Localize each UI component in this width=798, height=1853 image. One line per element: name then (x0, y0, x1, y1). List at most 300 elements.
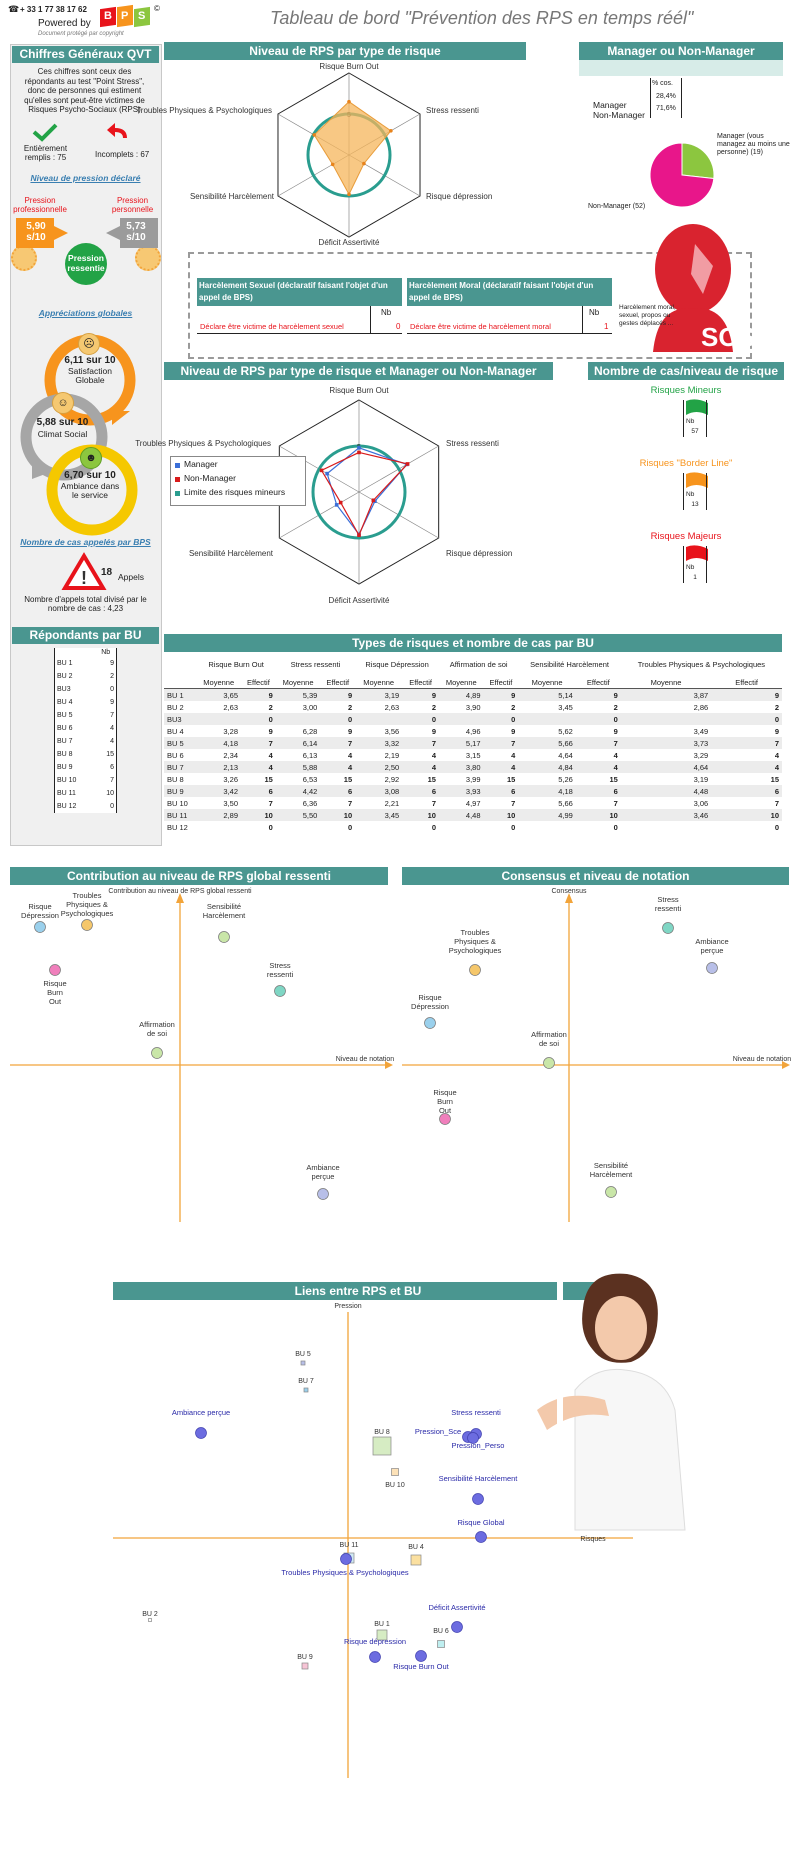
bu-label: BU 9 (297, 1654, 313, 1661)
brand-phone: + 33 1 77 38 17 62 (20, 5, 87, 14)
brand-powered: Powered by (38, 18, 91, 29)
calls-ratio: Nombre d'appels total divisé par le nombre de cas : 4,23 (24, 595, 147, 613)
bu-row-value: 4 (110, 738, 114, 745)
types-cell: 6,13 (302, 750, 318, 760)
radar-axis-label: Risque dépression (426, 192, 493, 201)
gear-left-icon (11, 245, 37, 271)
types-cell (439, 713, 484, 725)
y-axis-label: Pression (334, 1303, 362, 1310)
bu-marker (302, 1663, 308, 1669)
harass-moral-val: 1 (604, 322, 609, 331)
bu-marker (301, 1361, 305, 1365)
scatter-point (82, 920, 93, 931)
bu-row-value: 7 (110, 777, 114, 784)
types-cell: 4 (576, 761, 621, 773)
bu-marker (411, 1555, 421, 1565)
types-sub-header: Effectif (586, 677, 610, 687)
types-cell: 10 (402, 809, 439, 821)
bu-row-label: BU 8 (57, 751, 73, 758)
types-group-header: Risque Dépression (365, 660, 429, 669)
types-cell: 4,18 (196, 737, 241, 749)
types-cell: 4 (613, 750, 618, 760)
radar1-point (389, 129, 393, 133)
types-cell: 0 (711, 713, 782, 725)
scatter-label: Risque Dépression (21, 902, 59, 920)
bu-marker (149, 1619, 152, 1622)
types-cell: 15 (770, 774, 779, 784)
types-cell: 4 (347, 750, 353, 760)
types-row-label: BU3 (164, 713, 196, 725)
harass-sexual-title: Harcèlement Sexuel (déclaratif faisant l'objet d'un appel de BPS) (199, 281, 388, 302)
bu-row-value: 0 (110, 686, 114, 693)
types-group-header: Stress ressenti (290, 660, 341, 669)
harass-sexual-base (197, 333, 402, 334)
types-cell: 4,42 (276, 785, 321, 797)
harass-moral-divider (582, 306, 583, 333)
radar1-point (362, 162, 366, 166)
bu-row (55, 683, 117, 696)
rps-label: Risque dépression (343, 1637, 407, 1646)
y-axis-label: Contribution au niveau de RPS global ressenti (108, 888, 252, 895)
radar1-point (347, 193, 351, 197)
scatter-point (35, 922, 46, 933)
types-sub-header: Moyenne (282, 677, 314, 687)
types-sub-header: Effectif (326, 677, 350, 687)
bu-row (55, 761, 117, 774)
types-cell: 3,45 (355, 809, 402, 821)
bps-letter-s: S (138, 10, 146, 22)
scatter-point (470, 965, 481, 976)
types-cell: 4,48 (621, 785, 711, 797)
types-cell: 3,45 (558, 702, 573, 712)
incomplete-count: Incomplets : 67 (95, 150, 150, 159)
sat-value: 6,11 sur 10 (64, 355, 116, 366)
bu-row-value: 9 (110, 660, 114, 667)
cases-value: 13 (691, 501, 699, 508)
radar2-title: Niveau de RPS par type de risque et Manager ou Non-Manager (164, 362, 553, 380)
types-cell: 7 (576, 737, 621, 749)
cases-list (588, 385, 784, 595)
types-title: Types de risques et nombre de cas par BU (164, 634, 782, 652)
x-axis-label: Risques (580, 1536, 606, 1543)
pro-pressure-value: 5,90 s/10 (26, 221, 46, 243)
types-sub-header: Moyenne (363, 677, 395, 687)
scatter-point (50, 965, 61, 976)
types-sub-header: Effectif (489, 677, 513, 687)
types-cell: 5,66 (558, 798, 573, 808)
types-cell: 15 (427, 774, 436, 784)
cases-nb: Nb (686, 564, 695, 571)
types-cell: 6 (320, 785, 355, 797)
manager-title-underline (579, 60, 783, 76)
rps-label: Risque Global (457, 1518, 505, 1527)
radar2-point (406, 462, 410, 466)
bu-row-value: 6 (110, 764, 114, 771)
types-cell: 6,53 (302, 774, 318, 784)
bu-label: BU 5 (295, 1351, 311, 1358)
types-sub-header: Moyenne (203, 677, 235, 687)
sos-image (633, 214, 756, 352)
rps-label: Pression_Perso (451, 1441, 505, 1450)
legend-limit: Limite des risques mineurs (184, 487, 286, 497)
radar-axis-label: Stress ressenti (446, 439, 499, 448)
bu-row-label: BU 7 (57, 738, 73, 745)
manager-table-rule (650, 78, 682, 118)
bu-label: BU 1 (374, 1621, 390, 1628)
bu-row-label: BU3 (57, 686, 71, 693)
cases-title: Nombre de cas/niveau de risque (588, 362, 784, 380)
woman-image (535, 1270, 695, 1530)
scatter-point (275, 986, 286, 997)
types-row (164, 797, 782, 809)
types-row-label: BU 11 (164, 809, 196, 821)
types-cell: 15 (264, 774, 273, 784)
harass-moral-title: Harcèlement Moral (déclaratif faisant l'objet d'un appel de BPS) (409, 281, 594, 302)
legend-manager: Manager (184, 459, 218, 469)
bu-row (55, 774, 117, 787)
types-cell: 4,48 (439, 809, 484, 821)
types-row (164, 761, 782, 773)
bu-title: Répondants par BU (12, 627, 159, 644)
gear-right-icon (135, 245, 161, 271)
appreciations-title[interactable]: Appréciations globales (38, 308, 133, 318)
types-cell: 3,32 (355, 737, 402, 749)
types-cell (196, 713, 241, 725)
types-cell: 0 (320, 713, 355, 725)
types-cell: 0 (613, 822, 618, 832)
types-cell: 2,21 (384, 798, 400, 808)
types-cell: 4 (511, 750, 516, 760)
types-cell: 3,19 (693, 774, 709, 784)
rps-label: Troubles Physiques & Psychologiques (281, 1568, 409, 1577)
bps-letter-b: B (104, 10, 112, 22)
types-row-label: BU 9 (164, 785, 196, 797)
liens-title: Liens entre RPS et BU (113, 1282, 603, 1300)
pie-nonmanager-label: Non-Manager (52) (588, 203, 646, 210)
types-row (164, 749, 782, 761)
types-cell: 0 (484, 713, 519, 725)
bu-row-label: BU 9 (57, 764, 73, 771)
types-row-label: BU 4 (167, 726, 184, 736)
types-cell: 10 (484, 809, 519, 821)
scatter-label: Troubles Physiques & Psychologiques (448, 928, 502, 955)
types-cell: 7 (268, 798, 273, 808)
legend-nonmanager-swatch (175, 477, 180, 482)
types-sub-header: Effectif (247, 677, 270, 687)
amb-label: Ambiance dans le service (60, 481, 120, 500)
types-cell (621, 821, 711, 833)
types-group-header: Risque Burn Out (208, 660, 264, 669)
cases-value: 1 (693, 574, 697, 581)
types-cell: 10 (576, 809, 621, 821)
radar2-point (339, 501, 343, 505)
scatter-label: Risque Burn Out (43, 979, 67, 1006)
types-cell: 4,64 (558, 750, 573, 760)
types-cell: 2 (347, 702, 353, 712)
types-cell: 9 (320, 689, 355, 702)
pro-pressure-label: Pression professionnelle (13, 196, 67, 214)
types-cell: 4 (241, 761, 276, 773)
scatter-label: Affirmation de soi (531, 1030, 567, 1048)
types-cell: 2 (511, 702, 516, 712)
calls-count: 18 (101, 567, 113, 578)
bu-label: BU 8 (374, 1429, 390, 1436)
types-cell: 3,19 (355, 689, 402, 702)
types-cell: 3,15 (465, 750, 481, 760)
rps-point (473, 1494, 484, 1505)
bu-label: BU 11 (339, 1542, 359, 1549)
types-cell: 0 (347, 822, 353, 832)
types-cell: 6 (484, 785, 519, 797)
scatter-point (440, 1114, 451, 1125)
types-group-header: Sensibilité Harcèlement (530, 660, 609, 669)
types-cell (355, 821, 402, 833)
types-cell: 3,73 (621, 737, 711, 749)
checkmark-icon (31, 123, 59, 141)
scatter-label: Affirmation de soi (139, 1020, 175, 1038)
radar-axis-label: Risque Burn Out (319, 62, 379, 71)
pressure-title[interactable]: Niveau de pression déclaré (30, 173, 141, 183)
bu-label: BU 2 (142, 1611, 158, 1618)
types-cell: 2 (431, 702, 436, 712)
legend-limit-swatch (175, 491, 180, 496)
types-cell: 4,96 (465, 726, 481, 736)
bu-table (54, 648, 117, 813)
types-cell: 6,36 (302, 798, 318, 808)
types-cell: 6,28 (302, 726, 318, 736)
y-axis-label: Consensus (551, 888, 587, 895)
bu-row-label: BU 5 (57, 712, 73, 719)
radar1-title: Niveau de RPS par type de risque (164, 42, 526, 60)
cases-value: 57 (691, 428, 699, 435)
types-cell: 2 (268, 702, 273, 712)
types-cell: 0 (402, 713, 439, 725)
types-cell: 2,63 (223, 702, 238, 712)
bu-row-value: 2 (110, 673, 114, 680)
types-cell (276, 821, 321, 833)
svg-text:!: ! (81, 568, 87, 588)
types-cell: 5,88 (276, 761, 321, 773)
scatter-label: Stress ressenti (654, 895, 682, 913)
bu-row (55, 787, 117, 800)
calls-title[interactable]: Nombre de cas appelés par BPS (20, 537, 151, 547)
types-cell: 9 (347, 726, 353, 736)
harass-sexual-row: Déclare être victime de harcèlement sexuel (200, 322, 344, 331)
types-cell: 3,06 (693, 798, 709, 808)
bu-row (55, 800, 117, 813)
climat-label: Climat Social (37, 429, 88, 439)
types-row (164, 821, 782, 833)
rps-point (341, 1554, 352, 1565)
back-arrow-icon (105, 122, 131, 142)
types-row-label: BU 10 (167, 798, 188, 808)
amb-value: 6,70 sur 10 (64, 470, 116, 481)
types-cell: 7 (613, 798, 618, 808)
types-cell: 4 (402, 761, 439, 773)
types-cell: 15 (506, 774, 516, 784)
manager-title: Manager ou Non-Manager (579, 42, 783, 60)
rps-label: Stress ressenti (451, 1408, 501, 1417)
types-cell: 7 (431, 798, 436, 808)
pie-manager-label: Manager (vous managez au moins une personne) (19) (717, 133, 790, 156)
scatter-point (707, 963, 718, 974)
bu-row-value: 4 (110, 725, 114, 732)
bu-row-label: BU 12 (57, 803, 77, 810)
types-cell: 9 (484, 689, 519, 702)
bu-row (55, 748, 117, 761)
radar2-point (357, 451, 361, 455)
scatter-point (606, 1187, 617, 1198)
types-cell: 15 (609, 774, 618, 784)
radar2-point (335, 503, 339, 507)
radar1-point (347, 100, 351, 104)
scatter-label: Ambiance perçue (695, 937, 729, 955)
types-row-label: BU 2 (167, 702, 184, 712)
types-cell: 10 (711, 809, 782, 821)
types-cell: 4,89 (439, 689, 484, 702)
complete-count: Entièrement remplis : 75 (23, 144, 68, 162)
types-row-label: BU 12 (167, 822, 188, 832)
types-cell: 0 (774, 822, 779, 832)
scatter-label: Sensibilité Harcèlement (589, 1161, 633, 1179)
rps-label: Ambiance perçue (171, 1408, 231, 1417)
radar-axis-label: Stress ressenti (426, 106, 479, 115)
rps-point (476, 1532, 487, 1543)
radar-axis-label: Déficit Assertivité (318, 238, 380, 247)
types-cell: 2,19 (384, 750, 400, 760)
bu-row-value: 15 (106, 751, 114, 758)
types-cell: 7 (402, 737, 439, 749)
scatter-label: Risque Dépression (411, 993, 449, 1011)
types-cell: 0 (431, 822, 436, 832)
types-cell: 7 (511, 798, 516, 808)
cases-label: Risques Mineurs (650, 385, 722, 396)
types-cell (439, 821, 484, 833)
types-sub-header: Moyenne (650, 677, 682, 687)
types-cell: 9 (511, 726, 516, 736)
brand-note: Document protégé par copyright (38, 31, 124, 37)
rps-point (370, 1652, 381, 1663)
types-sub-header: Moyenne (531, 677, 563, 687)
pie-slice (682, 143, 714, 179)
scatter-point (544, 1058, 555, 1069)
types-cell: 6 (576, 785, 621, 797)
types-cell: 2 (613, 702, 618, 712)
types-cell: 3,93 (439, 785, 484, 797)
types-cell: 4,99 (518, 809, 576, 821)
bu-row (55, 696, 117, 709)
types-row-label: BU 1 (164, 689, 196, 702)
types-cell: 2,92 (384, 774, 400, 784)
bu-row (55, 735, 117, 748)
bu-row-value: 10 (106, 790, 114, 797)
warning-icon (64, 555, 104, 589)
types-cell: 2,63 (384, 702, 400, 712)
scatter-point (663, 923, 674, 934)
types-cell: 9 (576, 689, 621, 702)
rps-label: Pression_Sce (414, 1427, 462, 1436)
nonmanager-row-label: Non-Manager (593, 110, 645, 120)
smiley-orange-icon: ☹ (78, 333, 100, 355)
types-cell: 3,42 (196, 785, 241, 797)
radar-axis-label: Troubles Physiques & Psychologiques (135, 439, 271, 448)
types-cell: 15 (343, 774, 353, 784)
sos-caption: Harcèlement moral, sexuel, propos ou gestes déplacés ... (619, 304, 676, 327)
types-cell: 0 (241, 713, 276, 725)
types-cell: 5,17 (439, 737, 484, 749)
types-cell: 2,34 (223, 750, 238, 760)
types-cell: 2,13 (196, 761, 241, 773)
consensus-title: Consensus et niveau de notation (402, 867, 789, 885)
types-cell: 7 (484, 737, 519, 749)
types-cell: 9 (613, 726, 618, 736)
types-cell: 6 (711, 785, 782, 797)
rps-point (196, 1428, 207, 1439)
scatter-label: Troubles Physiques & Psychologiques (60, 891, 114, 918)
types-row (164, 725, 782, 737)
types-cell: 3,46 (621, 809, 711, 821)
climat-value: 5,88 sur 10 (36, 417, 89, 428)
perso-pressure-value: 5,73 s/10 (126, 221, 146, 243)
bu-row-label: BU 6 (57, 725, 73, 732)
scatter-label: Risque Burn Out (433, 1088, 457, 1115)
perso-pressure-label: Pression personnelle (111, 196, 154, 214)
harass-sexual-nb: Nb (381, 308, 392, 317)
types-cell: 0 (576, 713, 621, 725)
types-cell: 4,84 (518, 761, 576, 773)
brand-block (8, 4, 163, 40)
x-axis-label: Niveau de notation (335, 1056, 395, 1063)
types-cell: 3,87 (621, 689, 711, 702)
rps-point (452, 1622, 463, 1633)
types-cell: 4 (484, 761, 519, 773)
types-cell: 9 (402, 689, 439, 702)
radar2-point (357, 533, 361, 537)
rps-label: Déficit Assertivité (428, 1603, 486, 1612)
types-row-label: BU 8 (167, 774, 184, 784)
types-cell: 7 (320, 737, 355, 749)
types-cell: 3,00 (302, 702, 318, 712)
types-cell: 5,14 (518, 689, 576, 702)
types-cell: 7 (711, 737, 782, 749)
harass-moral-base (407, 333, 612, 334)
bps-logo (100, 6, 152, 28)
types-cell: 9 (241, 689, 276, 702)
types-cell: 4 (774, 750, 779, 760)
manager-row-label: Manager (593, 100, 627, 110)
types-cell: 5,66 (518, 737, 576, 749)
types-cell: 7 (774, 798, 779, 808)
types-cell: 3,56 (384, 726, 400, 736)
types-cell (276, 713, 321, 725)
bu-label: BU 4 (408, 1544, 424, 1551)
types-cell: 7 (347, 798, 353, 808)
radar2-point (357, 446, 361, 450)
types-cell (518, 821, 576, 833)
types-cell (518, 713, 576, 725)
radar-axis-label: Sensibilité Harcèlement (188, 549, 273, 558)
types-cell: 5,26 (558, 774, 573, 784)
radar-axis-label: Troubles Physiques & Psychologiques (136, 106, 272, 115)
rps-label: Risque Burn Out (393, 1662, 449, 1671)
types-cell: 4 (711, 761, 782, 773)
types-cell: 0 (511, 822, 516, 832)
types-cell (196, 821, 241, 833)
cases-nb: Nb (686, 491, 695, 498)
types-cell: 3,80 (439, 761, 484, 773)
bu-row-label: BU 10 (57, 777, 77, 784)
radar-axis-label: Déficit Assertivité (328, 596, 390, 605)
